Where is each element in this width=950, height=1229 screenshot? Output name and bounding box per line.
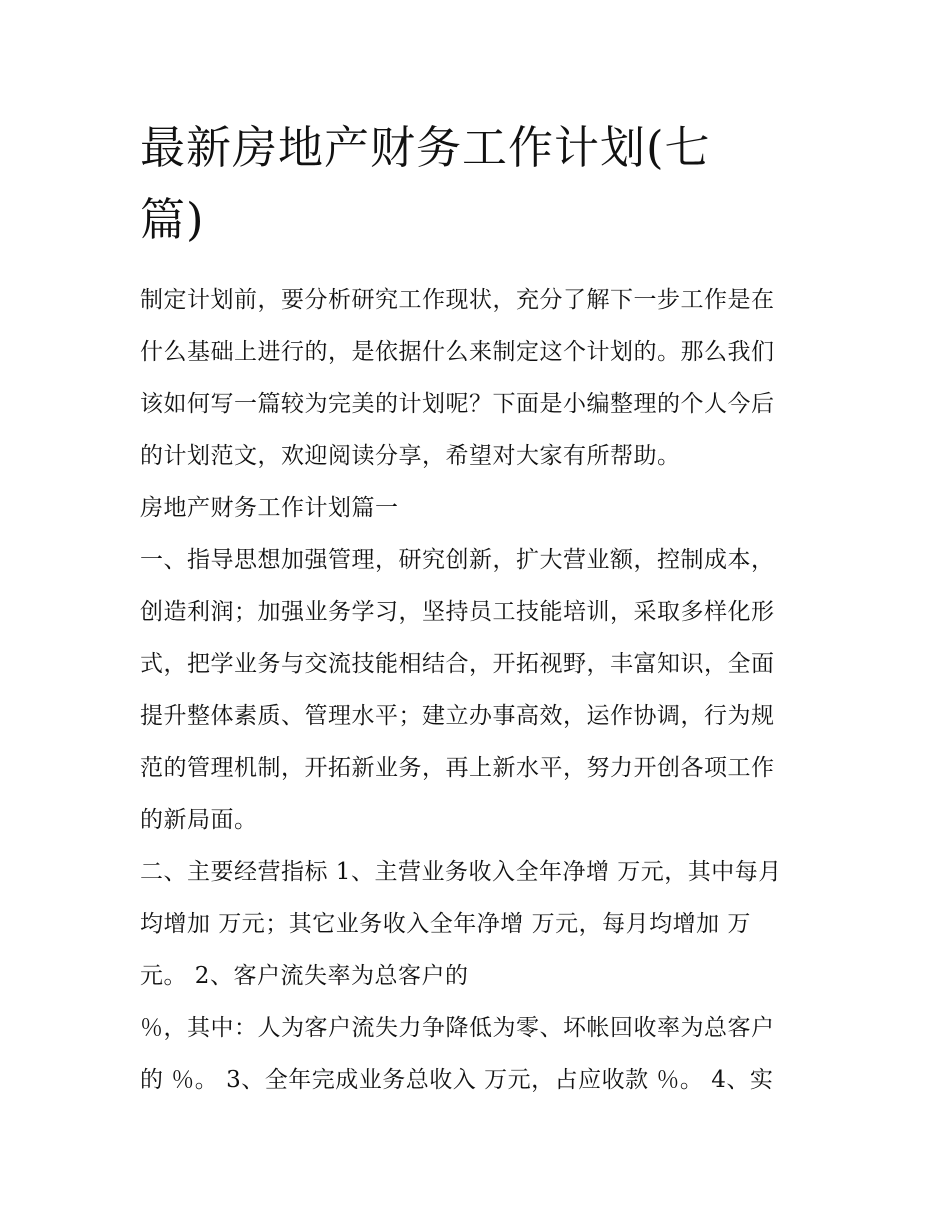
paragraph-line: 式，把学业务与交流技能相结合，开拓视野，丰富知识，全面 (140, 651, 775, 677)
paragraph-line: 一、指导思想加强管理，研究创新，扩大营业额，控制成本， (140, 547, 775, 573)
title-line: 最新房地产财务工作计划(七 (140, 121, 711, 174)
paragraph-line: 该如何写一篇较为完美的计划呢？下面是小编整理的个人今后 (140, 391, 775, 417)
document-body (140, 280, 820, 1112)
paragraph-line: 范的管理机制，开拓新业务，再上新水平，努力开创各项工作 (140, 755, 775, 781)
paragraph-line: 的新局面。 (140, 807, 258, 833)
paragraph-line: 制定计划前，要分析研究工作现状，充分了解下一步工作是在 (140, 287, 775, 313)
paragraph-line: 的计划范文，欢迎阅读分享，希望对大家有所帮助。 (140, 443, 681, 469)
paragraph-line: 的 ％。 3、全年完成业务总收入 万元，占应收款 ％。 4、实 (140, 1067, 774, 1093)
section-heading: 房地产财务工作计划篇一 (140, 495, 399, 521)
paragraph-line: 元。 2、客户流失率为总客户的 (140, 963, 469, 989)
paragraph-line: 二、主要经营指标 1、主营业务收入全年净增 万元，其中每月 (140, 859, 782, 885)
title-line: 篇) (140, 193, 205, 246)
document-title (140, 112, 820, 256)
paragraph-line: ％，其中：人为客户流失力争降低为零、坏帐回收率为总客户 (140, 1015, 775, 1041)
paragraph-line: 创造利润；加强业务学习，坚持员工技能培训，采取多样化形 (140, 599, 775, 625)
paragraph-line: 均增加 万元；其它业务收入全年净增 万元，每月均增加 万 (140, 911, 751, 937)
paragraph-line: 提升整体素质、管理水平；建立办事高效，运作协调，行为规 (140, 703, 775, 729)
paragraph-line: 什么基础上进行的，是依据什么来制定这个计划的。那么我们 (140, 339, 775, 365)
